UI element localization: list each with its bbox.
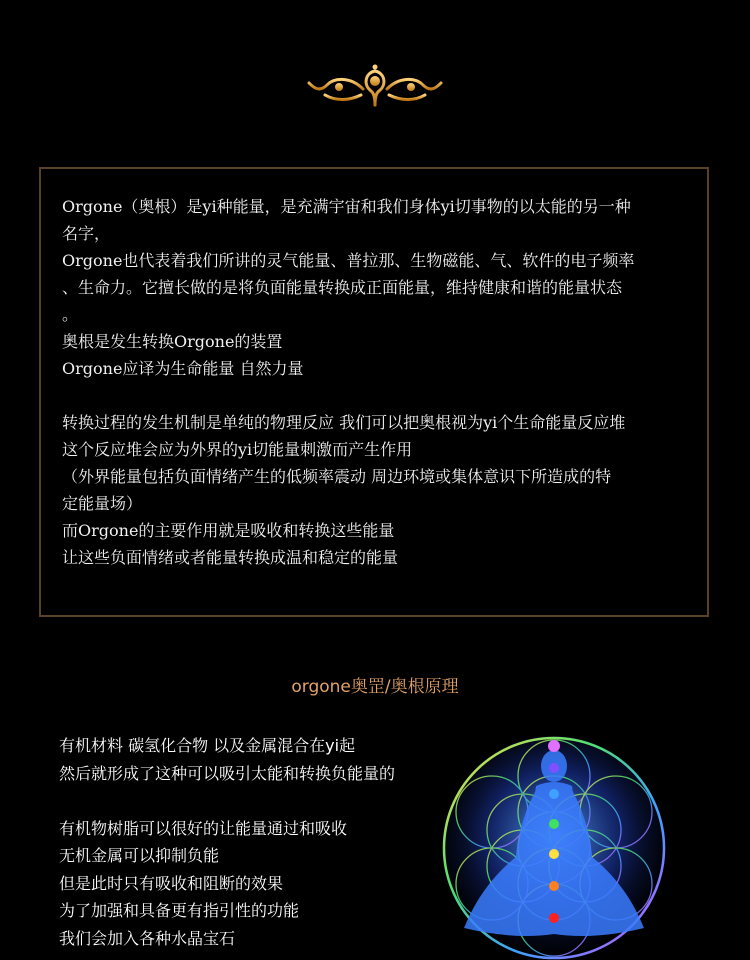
spacer <box>62 382 692 409</box>
intro-line: Orgone应译为生命能量 自然力量 <box>62 359 304 378</box>
section-title: orgone奥罡/奥根原理 <box>291 677 459 697</box>
intro-line: 这个反应堆会应为外界的yi切能量刺激而产生作用 <box>62 440 413 459</box>
intro-line: 让这些负面情绪或者能量转换成温和稳定的能量 <box>62 548 399 567</box>
intro-line: 定能量场） <box>62 494 143 513</box>
intro-line: Orgone（奥根）是yi种能量，是充满宇宙和我们身体yi切事物的以太能的另一种 <box>62 197 631 216</box>
principle-line: 无机金属可以抑制负能 <box>59 846 220 865</box>
principle-line: 然后就形成了这种可以吸引太能和转换负能量的 <box>59 763 396 783</box>
intro-line: 奥根是发生转换Orgone的装置 <box>62 332 283 351</box>
intro-line: 而Orgone的主要作用就是吸收和转换这些能量 <box>62 521 395 540</box>
gold-ornament-icon <box>305 63 445 111</box>
principle-text <box>59 732 424 952</box>
intro-line: 名字， <box>62 224 111 243</box>
intro-line: 。 <box>62 305 79 324</box>
intro-line: 转换过程的发生机制是单纯的物理反应 我们可以把奥根视为yi个生命能量反应堆 <box>62 413 626 432</box>
intro-line: 、生命力。它擅长做的是将负面能量转换成正面能量，维持健康和谐的能量状态 <box>62 278 623 297</box>
principle-line: 我们会加入各种水晶宝石 <box>59 928 236 948</box>
meditation-chakra-image <box>424 728 690 960</box>
intro-line: （外界能量包括负面情绪产生的低频率震动 周边环境或集体意识下所造成的特 <box>62 467 612 486</box>
intro-text <box>62 193 692 571</box>
principle-line: 为了加强和具备更有指引性的功能 <box>59 901 300 920</box>
principle-line: 有机材料 碳氢化合物 以及金属混合在yi起 <box>59 736 356 755</box>
principle-line: 但是此时只有吸收和阻断的效果 <box>59 873 284 893</box>
principle-line: 有机物树脂可以很好的让能量通过和吸收 <box>59 818 348 838</box>
spacer <box>59 787 424 815</box>
intro-line: Orgone也代表着我们所讲的灵气能量、普拉那、生物磁能、气、软件的电子频率 <box>62 251 635 270</box>
intro-box <box>39 167 709 617</box>
